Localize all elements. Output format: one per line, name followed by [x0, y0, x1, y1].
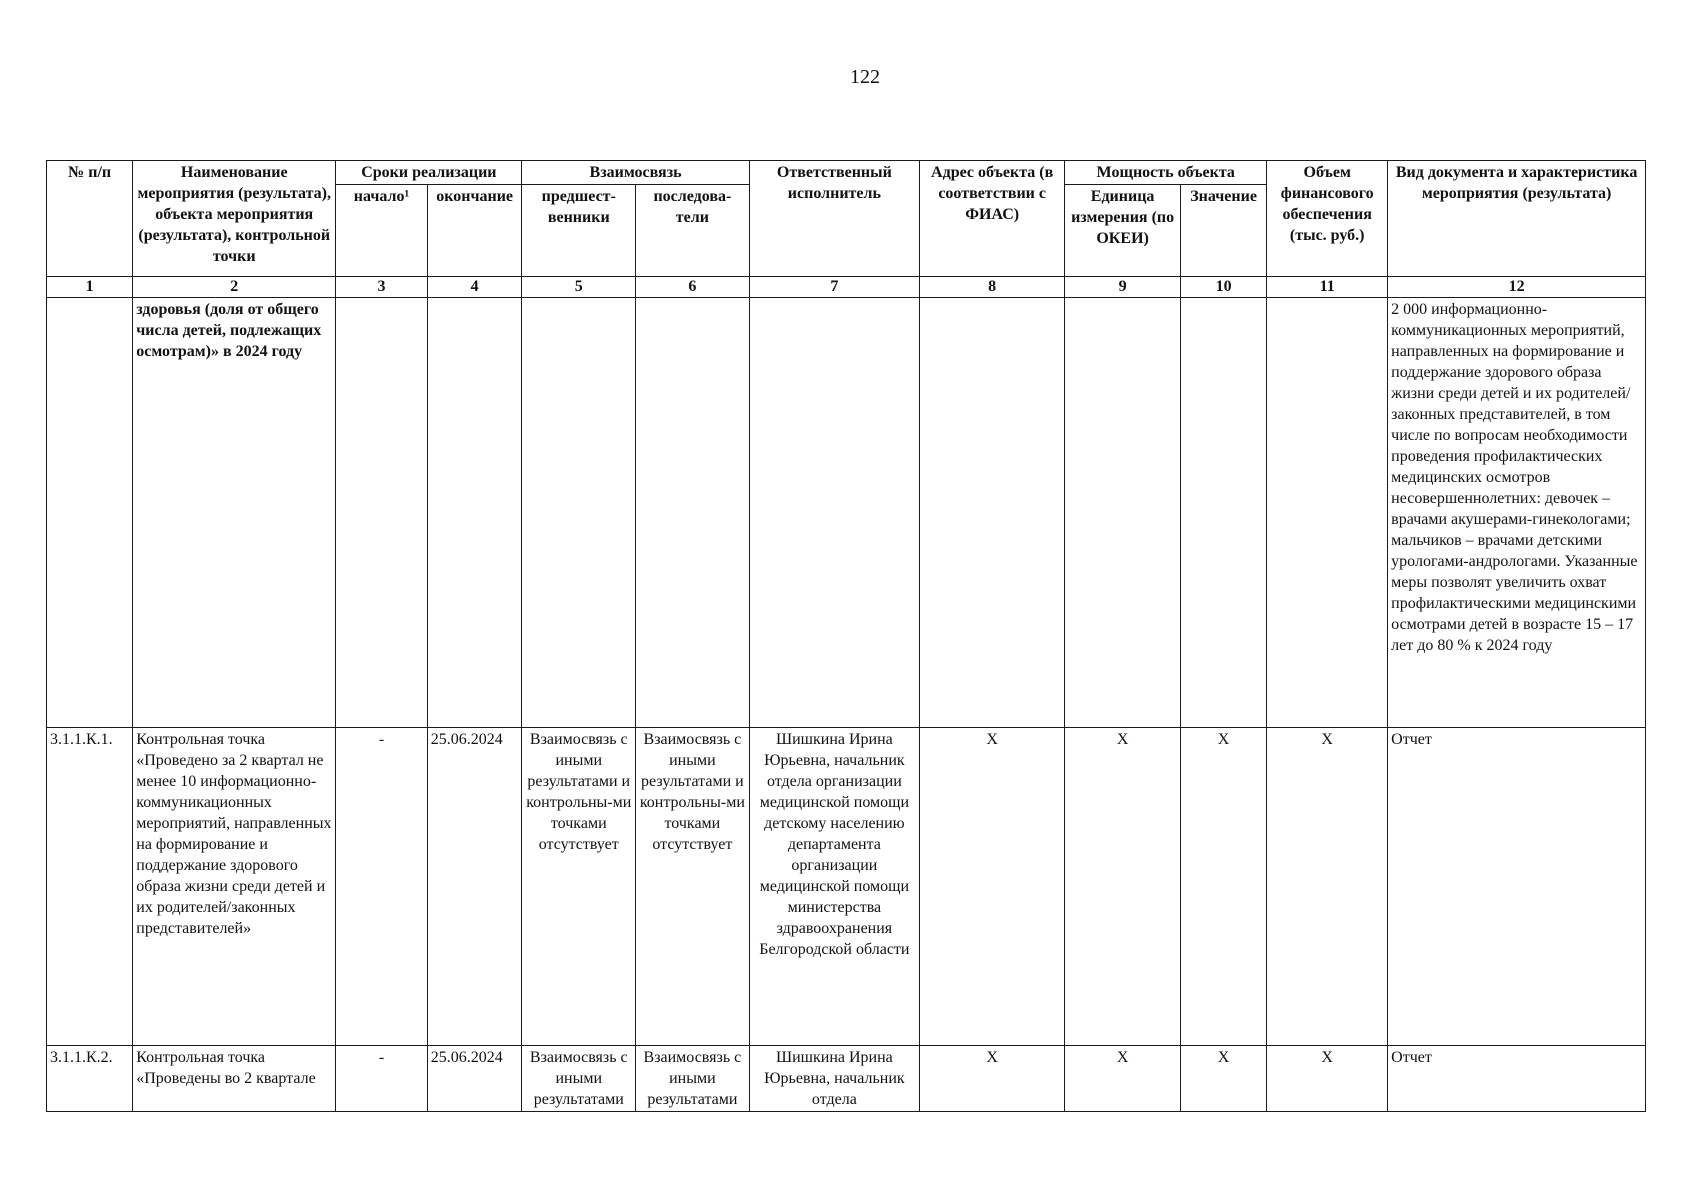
row-name: Контрольная точка «Проведено за 2 квартал не менее 10 информационно-коммуникационных мероприятий, направленных на формирование и поддержание здорового образа жизни среди детей и их родителей/законных представителей»	[133, 728, 336, 1046]
table-row	[47, 298, 1646, 728]
row-name: Контрольная точка «Проведены во 2 квартале	[133, 1046, 336, 1112]
row-id	[47, 298, 133, 728]
row-start: -	[336, 1046, 428, 1112]
column-number: 12	[1388, 277, 1646, 298]
row-end	[427, 298, 522, 728]
header-link: Взаимосвязь	[522, 161, 749, 185]
column-number: 7	[749, 277, 919, 298]
row-end: 25.06.2024	[427, 728, 522, 1046]
row-start	[336, 298, 428, 728]
row-address: Х	[920, 1046, 1065, 1112]
column-numbers-row	[47, 277, 1646, 298]
row-responsible	[749, 298, 919, 728]
row-start: -	[336, 728, 428, 1046]
table-row	[47, 1046, 1646, 1112]
column-number: 3	[336, 277, 428, 298]
header-doc: Вид документа и характеристика мероприятия (результата)	[1388, 161, 1646, 277]
column-number: 1	[47, 277, 133, 298]
header-num: № п/п	[47, 161, 133, 277]
row-end: 25.06.2024	[427, 1046, 522, 1112]
header-start: начало¹	[336, 185, 428, 277]
activities-table	[46, 160, 1646, 1112]
header-pred: предшест-венники	[522, 185, 636, 277]
column-number: 6	[636, 277, 750, 298]
header-capacity: Мощность объекта	[1065, 161, 1267, 185]
column-number: 8	[920, 277, 1065, 298]
column-number: 4	[427, 277, 522, 298]
row-finance: Х	[1267, 1046, 1388, 1112]
row-succ: Взаимосвязь с иными результатами и контрольны-ми точками отсутствует	[636, 728, 750, 1046]
header-unit: Единица измерения (по ОКЕИ)	[1065, 185, 1181, 277]
row-pred: Взаимосвязь с иными результатами	[522, 1046, 636, 1112]
row-doc: Отчет	[1388, 728, 1646, 1046]
row-value	[1180, 298, 1266, 728]
row-unit	[1065, 298, 1181, 728]
row-value: Х	[1180, 728, 1266, 1046]
header-address: Адрес объекта (в соответствии с ФИАС)	[920, 161, 1065, 277]
table-row	[47, 728, 1646, 1046]
column-number: 10	[1180, 277, 1266, 298]
row-responsible: Шишкина Ирина Юрьевна, начальник отдела организации медицинской помощи детскому населению департамента организации медицинской помощи министерства здравоохранения Белгородской области	[749, 728, 919, 1046]
row-id: 3.1.1.К.1.	[47, 728, 133, 1046]
header-name: Наименование мероприятия (результата), объекта мероприятия (результата), контрольной точки	[133, 161, 336, 277]
column-number: 9	[1065, 277, 1181, 298]
row-finance: Х	[1267, 728, 1388, 1046]
header-finance: Объем финансового обеспечения (тыс. руб.)	[1267, 161, 1388, 277]
header-end: окончание	[427, 185, 522, 277]
row-succ	[636, 298, 750, 728]
column-number: 2	[133, 277, 336, 298]
row-unit: Х	[1065, 1046, 1181, 1112]
row-succ: Взаимосвязь с иными результатами	[636, 1046, 750, 1112]
page-number: 122	[850, 66, 880, 88]
row-responsible: Шишкина Ирина Юрьевна, начальник отдела	[749, 1046, 919, 1112]
row-doc: Отчет	[1388, 1046, 1646, 1112]
row-address	[920, 298, 1065, 728]
row-finance	[1267, 298, 1388, 728]
header-terms: Сроки реализации	[336, 161, 522, 185]
row-id: 3.1.1.К.2.	[47, 1046, 133, 1112]
table-header	[47, 161, 1646, 277]
row-doc: 2 000 информационно-коммуникационных мероприятий, направленных на формирование и поддержание здорового образа жизни среди детей и их родителей/законных представителей, в том числе по вопросам необходимости проведения профилактических медицинских осмотров несовершеннолетних: девочек – врачами акушерами-гинекологами; мальчиков – врачами детскими урологами-андрологами. Указанные меры позволят увеличить охват профилактическими медицинскими осмотрами детей в возрасте 15 – 17 лет до 80 % к 2024 году	[1388, 298, 1646, 728]
row-pred	[522, 298, 636, 728]
header-succ: последова-тели	[636, 185, 750, 277]
row-name: здоровья (доля от общего числа детей, подлежащих осмотрам)» в 2024 году	[133, 298, 336, 728]
column-number: 11	[1267, 277, 1388, 298]
header-responsible: Ответственный исполнитель	[749, 161, 919, 277]
row-pred: Взаимосвязь с иными результатами и контрольны-ми точками отсутствует	[522, 728, 636, 1046]
header-value: Значение	[1180, 185, 1266, 277]
row-unit: Х	[1065, 728, 1181, 1046]
row-value: Х	[1180, 1046, 1266, 1112]
column-number: 5	[522, 277, 636, 298]
row-address: Х	[920, 728, 1065, 1046]
